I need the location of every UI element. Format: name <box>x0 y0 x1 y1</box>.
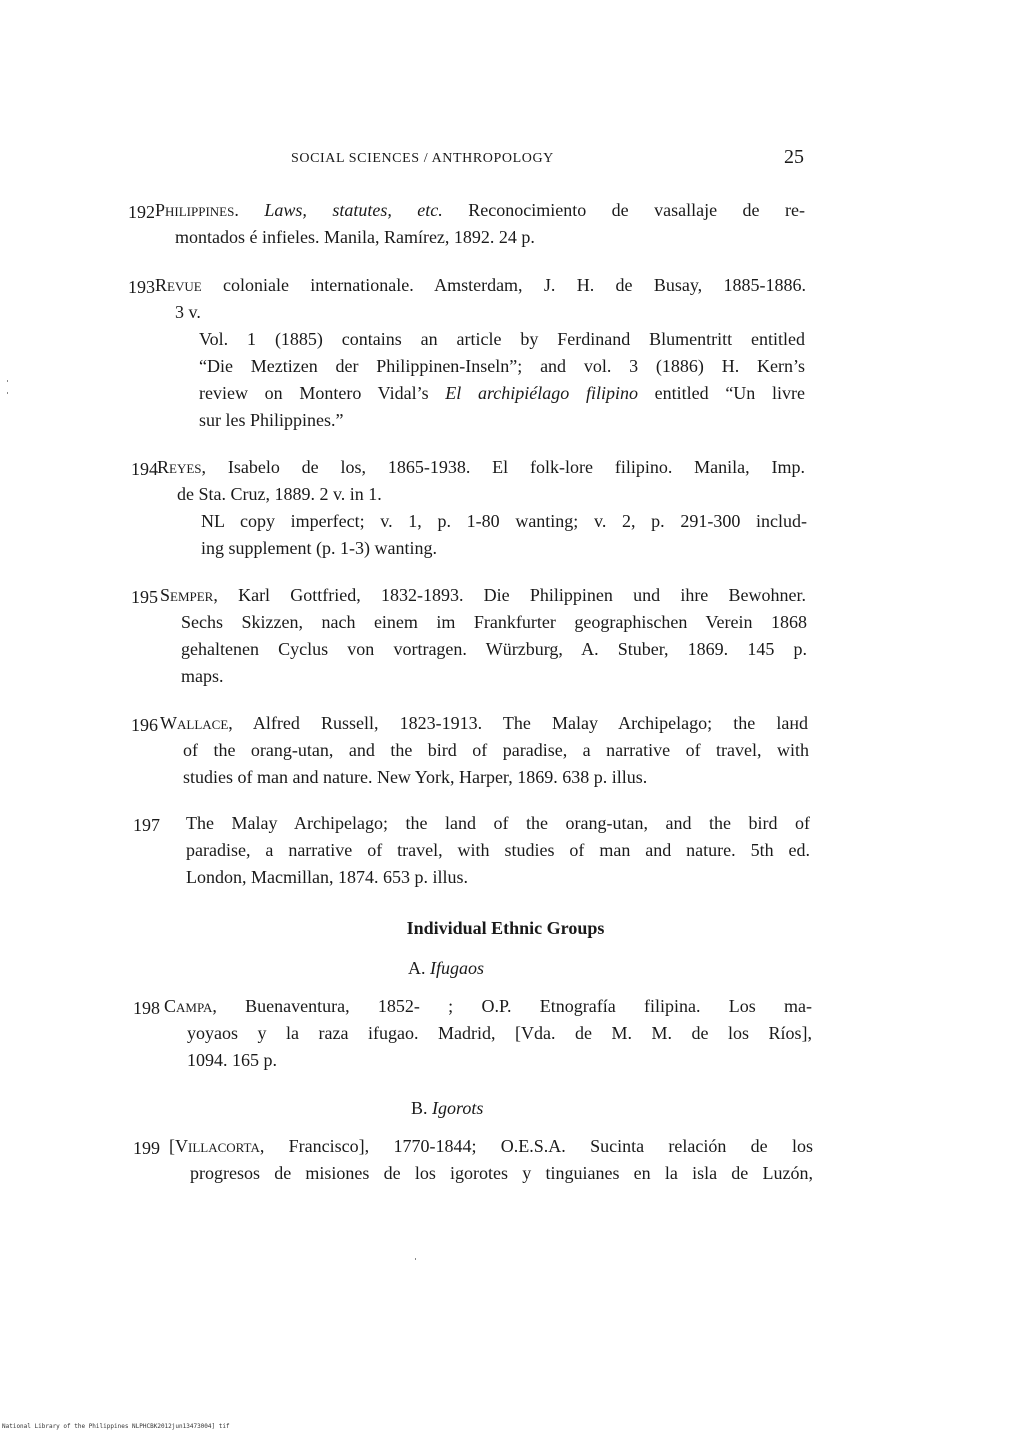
entry-line <box>164 993 812 1019</box>
subhead-ifugaos <box>408 958 484 979</box>
entry-number: 197 <box>133 815 160 835</box>
entry-text: Buenaventura, 1852- ; O.P. Etnografía filipina. Los ma- <box>216 996 812 1016</box>
entry-text: NL copy imperfect; v. 1, p. 1-80 wanting; v. 2, p. 291-300 includ- <box>201 511 807 531</box>
entry-line <box>187 1047 277 1073</box>
entry-line <box>155 197 805 223</box>
entry-number: 196 <box>131 715 158 735</box>
entry-line <box>201 508 807 534</box>
entry-line <box>169 1133 813 1159</box>
entry-text: Sechs Skizzen, nach einem im Frankfurter geographischen Verein 1868 <box>181 612 807 632</box>
entry-text: “Die Meztizen der Philippinen-Inseln”; and vol. 3 (1886) H. Kern’s <box>199 356 805 376</box>
entry-text: coloniale internationale. Amsterdam, J. H. de Busay, 1885-1886. <box>201 275 806 295</box>
scan-speck <box>7 392 8 394</box>
entry-text: maps. <box>181 666 224 686</box>
entry-author: Villacorta, <box>175 1136 265 1156</box>
entry-text: 3 v. <box>175 302 201 322</box>
entry-line <box>187 1020 812 1046</box>
entry-number: 194 <box>131 459 158 479</box>
entry-line <box>155 272 806 298</box>
entry-text: ing supplement (p. 1-3) wanting. <box>201 538 437 558</box>
entry-line <box>177 481 382 507</box>
entry-line <box>183 737 809 763</box>
entry-text: yoyaos y la raza ifugao. Madrid, [Vda. de M. M. de los Ríos], <box>187 1023 812 1043</box>
entry-line <box>175 224 535 250</box>
entry-author: Philippines. <box>155 200 239 220</box>
entry-text: Isabelo de los, 1865-1938. El folk-lore filipino. Manila, Imp. <box>206 457 805 477</box>
entry-line <box>183 764 647 790</box>
entry-text <box>239 200 264 220</box>
italic-title: El archipiélago filipino <box>445 383 638 403</box>
scan-speck <box>415 1258 416 1260</box>
entry-author: Semper, <box>160 585 218 605</box>
entry-author: Revue <box>155 275 202 295</box>
entry-line <box>157 454 805 480</box>
entry-line <box>190 1160 813 1186</box>
entry-line <box>199 353 805 379</box>
entry-line <box>199 380 805 406</box>
entry-line <box>160 710 808 736</box>
entry-line <box>186 837 810 863</box>
entry-text: Francisco], 1770-1844; O.E.S.A. Sucinta relación de los <box>264 1136 813 1156</box>
entry-number: 199 <box>133 1138 160 1158</box>
entry-line <box>201 535 437 561</box>
scan-footer: National Library of the Philippines NLPHCBK2012jun13473004] tif <box>2 1423 230 1430</box>
entry-text: 1094. 165 p. <box>187 1050 277 1070</box>
entry-line <box>186 810 810 836</box>
entry-line <box>181 609 807 635</box>
entry-text: paradise, a narrative of travel, with studies of man and nature. 5th ed. <box>186 840 810 860</box>
page-number: 25 <box>784 146 804 168</box>
running-header-section: SOCIAL SCIENCES / ANTHROPOLOGY <box>291 151 554 166</box>
entry-author: Campa, <box>164 996 217 1016</box>
entry-number: 195 <box>131 587 158 607</box>
entry-text: de Sta. Cruz, 1889. 2 v. in 1. <box>177 484 382 504</box>
entry-text: of the orang-utan, and the bird of paradise, a narrative of travel, with <box>183 740 809 760</box>
entry-line <box>199 326 805 352</box>
entry-author: Reyes, <box>157 457 207 477</box>
entry-number: 198 <box>133 998 160 1018</box>
entry-line <box>181 663 224 689</box>
subhead-name: Ifugaos <box>430 958 484 978</box>
section-title: Individual Ethnic Groups <box>406 918 605 938</box>
entry-text: montados é infieles. Manila, Ramírez, 1892. 24 p. <box>175 227 535 247</box>
entry-text: review on Montero Vidal’s <box>199 383 446 403</box>
entry-text: gehaltenen Cyclus von vortragen. Würzburg, A. Stuber, 1869. 145 p. <box>181 639 807 659</box>
entry-text: Alfred Russell, 1823-1913. The Malay Archipelago; the laнd <box>232 713 808 733</box>
entry-line <box>181 636 807 662</box>
entry-text: London, Macmillan, 1874. 653 p. illus. <box>186 867 468 887</box>
entry-text: sur les Philippines.” <box>199 410 344 430</box>
entry-number: 193 <box>128 277 155 297</box>
entry-text: The Malay Archipelago; the land of the orang-utan, and the bird of <box>186 813 810 833</box>
entry-line <box>175 299 201 325</box>
entry-line <box>186 864 468 890</box>
subhead-igorots <box>411 1098 483 1119</box>
entry-text: studies of man and nature. New York, Harper, 1869. 638 p. illus. <box>183 767 648 787</box>
subhead-label: A. <box>408 958 426 978</box>
entry-text: progresos de misiones de los igorotes y tinguianes en la isla de Luzón, <box>190 1163 813 1183</box>
entry-line <box>199 407 344 433</box>
entry-text: Karl Gottfried, 1832-1893. Die Philippinen und ihre Bewohner. <box>217 585 806 605</box>
entry-text: Vol. 1 (1885) contains an article by Ferdinand Blumentritt entitled <box>199 329 805 349</box>
entry-author: Wallace, <box>160 713 233 733</box>
entry-text: entitled “Un livre <box>637 383 805 403</box>
entry-text: Reconocimiento de vasallaje de re- <box>442 200 805 220</box>
entry-line <box>160 582 806 608</box>
scan-speck <box>7 380 8 382</box>
entry-text: [ <box>169 1136 175 1156</box>
subhead-name: Igorots <box>432 1098 484 1118</box>
entry-number: 192 <box>128 202 155 222</box>
subhead-label: B. <box>411 1098 428 1118</box>
italic-title: Laws, statutes, etc. <box>264 200 443 220</box>
